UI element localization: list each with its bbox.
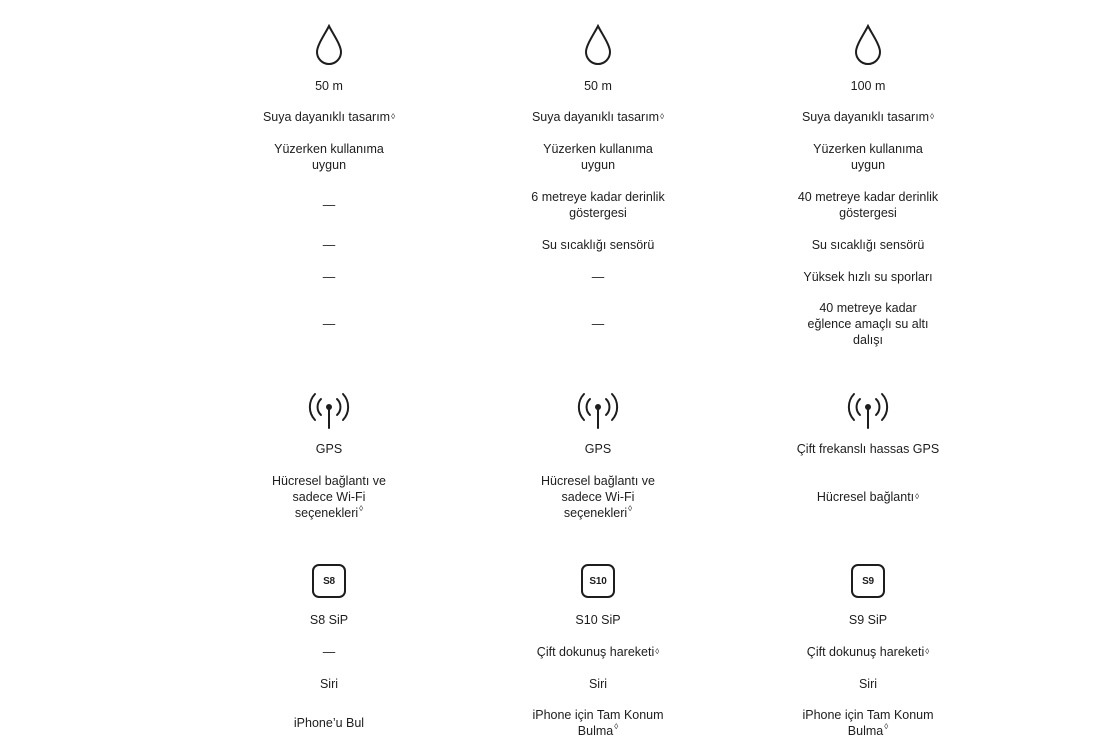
- water-resistant-design: Suya dayanıklı tasarım ◊: [531, 110, 665, 124]
- cellular-connectivity: Hücresel bağlantı ve sadece Wi-Fi seçenekleri◊: [541, 474, 655, 520]
- sip-name: S10 SiP: [575, 613, 621, 627]
- cellular-connectivity: Hücresel bağlantı ◊: [816, 490, 920, 504]
- siri: Siri: [319, 677, 339, 691]
- siri: Siri: [858, 677, 878, 691]
- high-speed-water-sports: —: [591, 270, 605, 284]
- antenna-signal-icon: [846, 390, 890, 430]
- sip-name: S9 SiP: [848, 613, 888, 627]
- water-temperature-sensor: Su sıcaklığı sensörü: [541, 238, 655, 252]
- water-depth-rating: 50 m: [584, 79, 612, 93]
- water-drop-icon: [314, 24, 344, 66]
- double-tap-gesture: Çift dokunuş hareketi ◊: [806, 645, 930, 659]
- chip-icon: S10: [581, 564, 615, 598]
- find-my-iphone: iPhone için Tam Konum Bulma◊: [532, 708, 664, 738]
- water-depth-rating: 50 m: [315, 79, 343, 93]
- antenna-signal-icon: [307, 390, 351, 430]
- high-speed-water-sports: Yüksek hızlı su sporları: [803, 270, 933, 284]
- water-drop-icon: [583, 24, 613, 66]
- chip-icon: S8: [312, 564, 346, 598]
- swim-proof: Yüzerken kullanıma uygun: [813, 142, 923, 172]
- recreational-diving: —: [322, 317, 336, 331]
- cellular-connectivity: Hücresel bağlantı ve sadece Wi-Fi seçenekleri◊: [272, 474, 386, 520]
- double-tap-gesture: —: [322, 645, 336, 659]
- depth-gauge: —: [322, 198, 336, 212]
- swim-proof: Yüzerken kullanıma uygun: [543, 142, 653, 172]
- siri: Siri: [588, 677, 608, 691]
- water-temperature-sensor: Su sıcaklığı sensörü: [811, 238, 925, 252]
- gps: GPS: [584, 442, 612, 456]
- swim-proof: Yüzerken kullanıma uygun: [274, 142, 384, 172]
- water-resistant-design: Suya dayanıklı tasarım ◊: [801, 110, 935, 124]
- recreational-diving: —: [591, 317, 605, 331]
- water-resistant-design: Suya dayanıklı tasarım ◊: [262, 110, 396, 124]
- depth-gauge: 40 metreye kadar derinlik göstergesi: [797, 190, 939, 220]
- gps: Çift frekanslı hassas GPS: [796, 442, 940, 456]
- sip-name: S8 SiP: [309, 613, 349, 627]
- double-tap-gesture: Çift dokunuş hareketi ◊: [536, 645, 660, 659]
- antenna-signal-icon: [576, 390, 620, 430]
- water-drop-icon: [853, 24, 883, 66]
- gps: GPS: [315, 442, 343, 456]
- chip-icon: S9: [851, 564, 885, 598]
- water-depth-rating: 100 m: [850, 79, 886, 93]
- recreational-diving: 40 metreye kadar eğlence amaçlı su altı dalışı: [807, 301, 929, 347]
- depth-gauge: 6 metreye kadar derinlik göstergesi: [531, 190, 665, 220]
- find-my-iphone: iPhone için Tam Konum Bulma◊: [802, 708, 934, 738]
- high-speed-water-sports: —: [322, 270, 336, 284]
- find-my-iphone: iPhone’u Bul: [293, 716, 365, 730]
- water-temperature-sensor: —: [322, 238, 336, 252]
